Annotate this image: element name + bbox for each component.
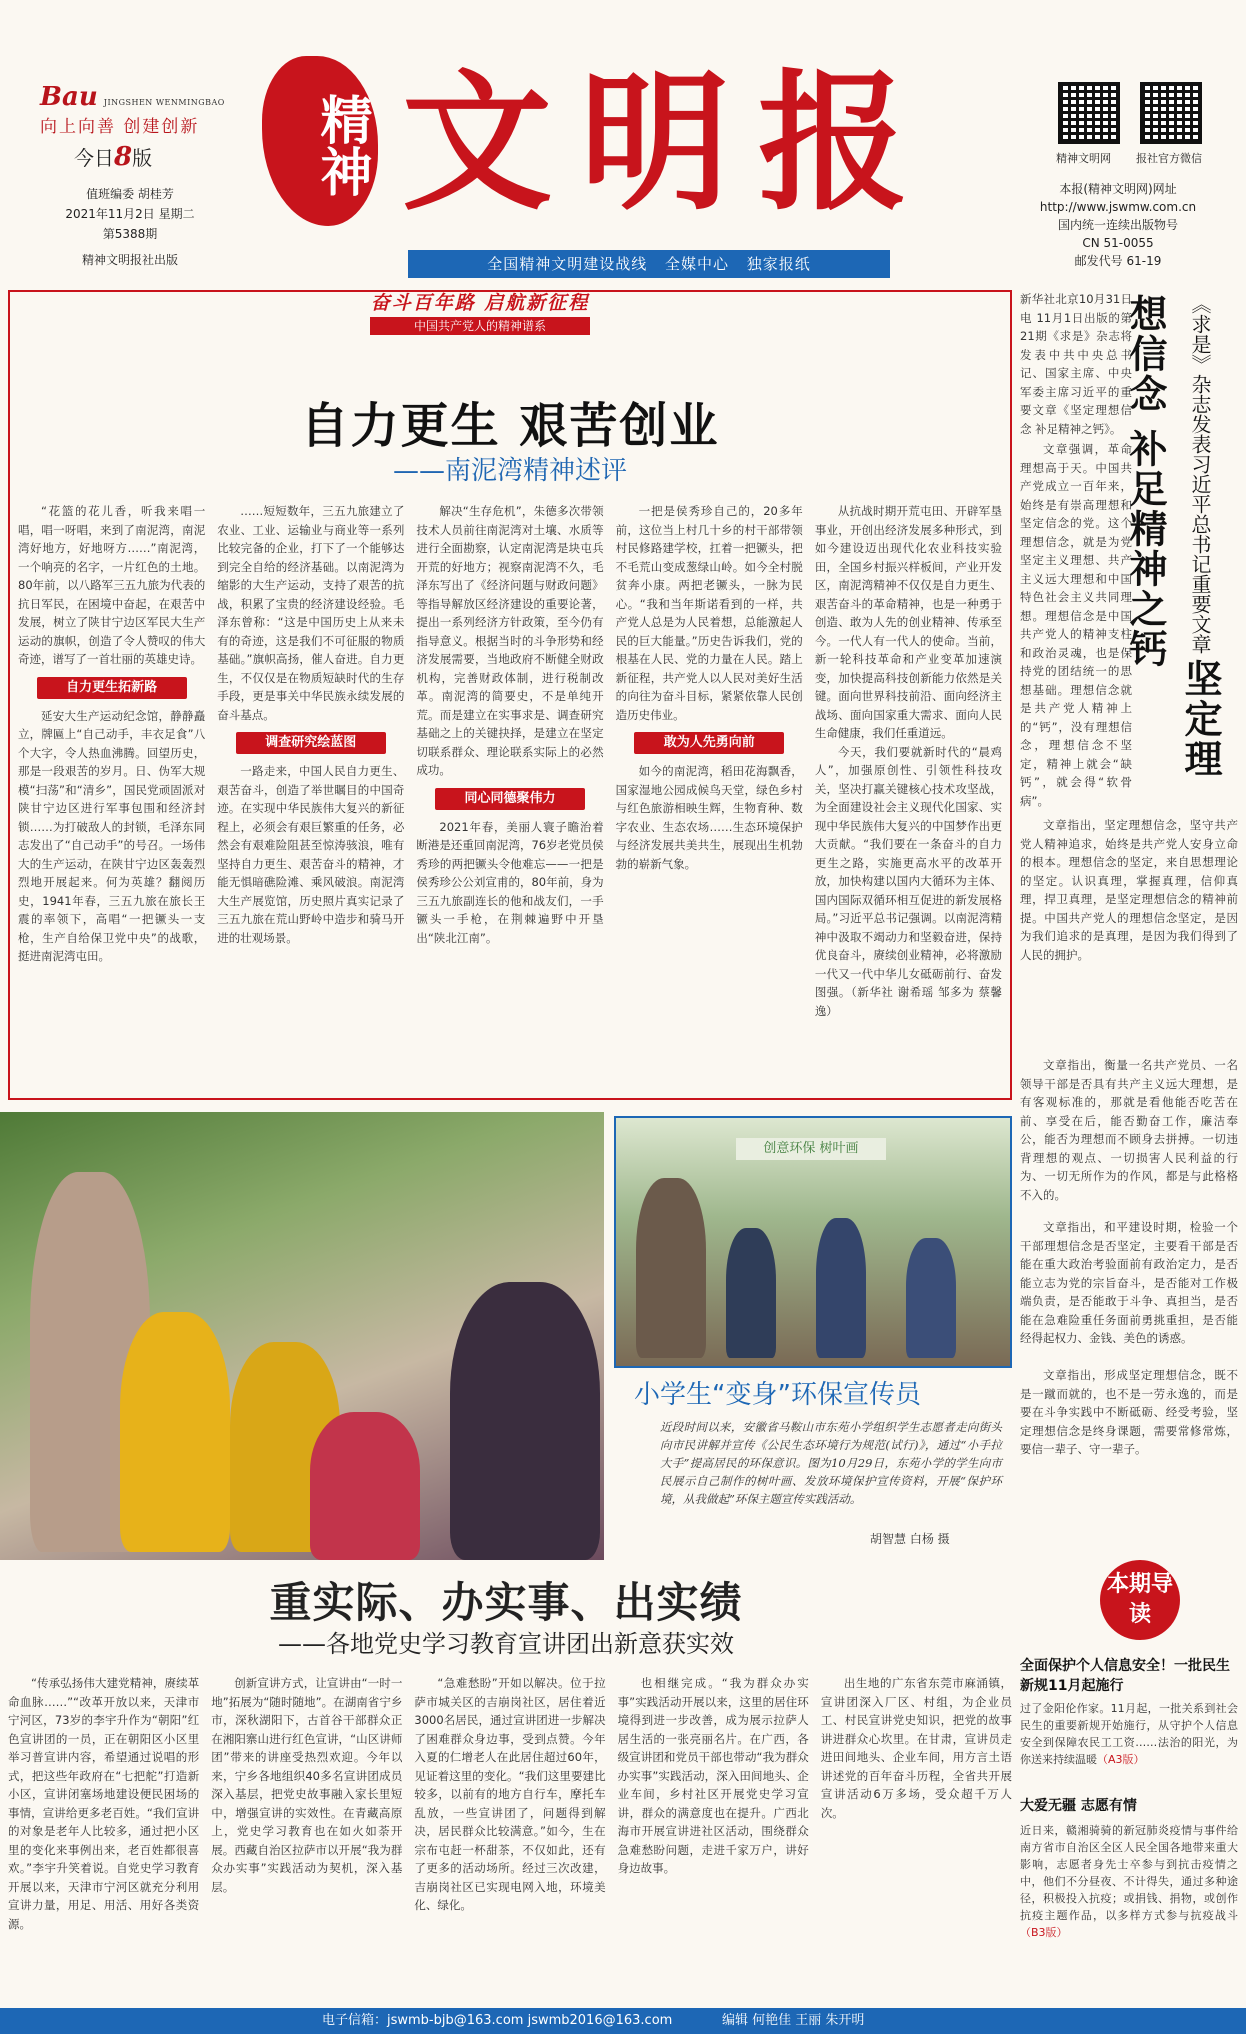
article-headline: 自力更生 艰苦创业: [300, 398, 720, 454]
paragraph: 创新宣讲方式，让宣讲由“一时一地”拓展为“随时随地”。在湖南省宁乡市，深秋湖阳下，古首谷干部群众正在湘阳寨山进行红色宣讲，“山区讲师团”带来的讲座受热烈欢迎。今年以来，宁乡各地组织40多名宣讲团成员深入基层，把党史故事融入家长里短中，增强宣讲的实效性。在青藏高原上，党史学习教育也在如火如荼开展。西藏自治区拉萨市以开展“我为群众办实事”实践活动为契机，深入基层。: [211, 1676, 403, 1894]
photo-credit: 胡智慧 白杨 摄: [870, 1532, 950, 1546]
sidebar-article: [1020, 290, 1238, 1470]
article-column: [18, 502, 205, 1090]
paragraph: 解决“生存危机”，朱德多次带领技术人员前往南泥湾对土壤、水质等进行全面勘察，认定南泥湾是块屯兵开荒的好地方；视察南泥湾不久，毛泽东写出了《经济问题与财政问题》等指导解放区经济建设的重要论著，提出一系列经济方针政策，至今仍有指导意义。根据当时的斗争形势和经济发展需要，当地政府不断健全财政机构，完善财政体制，进行税制改革。南泥湾的简要史，不是单纯开荒。而是建立在实事求是、调查研究基础之上的关键抉择，是建立在坚定切联系群众、理论联系实际上的必然成功。: [416, 504, 604, 777]
bottom-subheadline: ——各地党史学习教育宣讲团出新意获实效: [278, 1630, 734, 1658]
brief-summary: 过了金阳伦作家。11月起，一批关系到社会民生的重要新规开始施行，从守护个人信息安全到保障农民工工资……法治的阳光，为你送来持续温暖: [1020, 1702, 1238, 1766]
article-column: [416, 502, 603, 1090]
section-heading: 调查研究绘蓝图: [236, 732, 386, 754]
brief-text: [1020, 1700, 1238, 1768]
photo-caption-title: 小学生“变身”环保宣传员: [634, 1380, 921, 1410]
article-column: [815, 502, 1002, 1090]
paragraph: 一把是侯秀珍自己的，20多年前，这位当上村几十乡的村干部带领村民修路建学校，扛着一把镢头，把不毛荒山变成葱绿山岭。如今全村脱贫奔小康。两把老镢头，一脉为民心。“我和当年斯诺看到的一样，共产党人总是为人民着想，总能激起人民的巨大能量。”历史告诉我们，党的根基在人民、党的力量在人民。踏上新征程，共产党人以人民对美好生活的向往为奋斗目标，紧紧依靠人民创造历史伟业。: [615, 504, 803, 722]
slogan: 向上向善 创建创新: [40, 117, 200, 137]
article-column: [821, 1674, 1012, 1990]
paragraph: “急难愁盼”开如以解决。位于拉萨市城关区的吉崩岗社区，居住着近3000名居民，通过宣讲团进一步解决了困难群众身边事，受到点赞。今年入夏的仁增老人在此居住超过60年，见证着这里的变化。“我们这里要建比较多，以前有的地方自行车，摩托车乱放，一些宣讲团了，问题得到解决，居民群众比较满意。”如今，生在宗布屯赶一杯甜茶，不仅如此，还有了更多的活动场所。经过三次改建，吉崩岗社区已实现电网入地，环境美化、绿化。: [414, 1676, 606, 1912]
sidebar-paragraph: 文章指出，形成坚定理想信念，既不是一蹴而就的，也不是一劳永逸的，而是要在斗争实践中不断砥砺、经受考验，坚定理想信念是终身课题，需要常修常炼，要信一辈子、守一辈子。: [1020, 1368, 1238, 1456]
section-heading: 自力更生拓新路: [37, 677, 187, 699]
brand-logo: [40, 82, 225, 112]
column-banner-subtitle: 中国共产党人的精神谱系: [370, 317, 590, 335]
paragraph: 一路走来，中国人民自力更生、艰苦奋斗，创造了举世瞩目的中国奇迹。在实现中华民族伟大复兴的新征程上，必须会有艰巨繁重的任务，必然会有艰难险阻甚至惊涛骇浪，唯有坚持自力更生、艰苦奋斗的精神，才能无惧暗礁险滩、乘风破浪。南泥湾大生产展览馆，历史照片真实记录了三五九旅在荒山野岭中造步和骑马开进的壮观场景。: [217, 764, 405, 945]
masthead-band: 全国精神文明建设战线 全媒中心 独家报纸: [408, 250, 890, 278]
photo-figure: [636, 1178, 706, 1358]
article-subheadline: ——南泥湾精神述评: [392, 456, 627, 486]
photo-figure: [726, 1228, 776, 1358]
column-banner: [310, 288, 650, 336]
article-column: [414, 1674, 605, 1990]
news-photo-volunteers: [0, 1112, 604, 1560]
brief-summary: 近日来，赣湘骑骑的新冠肺炎疫情与事件给南方省市自治区全区人民全国各地带来重大影响，志愿者身先士卒参与到抗击疫情之中，他们不分昼夜、不计得失，通过多种途径，积极投入抗疫；或捐钱、捐物，或创作抗疫主题作品，以多样方式参与抗疫战斗: [1020, 1824, 1238, 1922]
footer-email[interactable]: 电子信箱：jswmb-bjb@163.com jswmb2016@163.com: [322, 2013, 673, 2028]
photo-section: [0, 1112, 1012, 1560]
sidebar-paragraph: 文章强调，革命理想高于天。中国共产党成立一百年来，始终是有崇高理想和坚定信念的党。这个理想信念，就是为党坚定主义理想、共产主义远大理想和中国特色社会主义共同理想。理想信念是中国共产党人的精神支柱和政治灵魂，也是保持党的团结统一的思想基础。理想信念就是共产党人精神上的“钙”，没有理想信念，理想信念不坚定，精神上就会“缺钙”，就会得“软骨病”。: [1020, 442, 1132, 808]
article-column: [8, 1674, 199, 1990]
sidebar-headline-sub: 《求是》杂志发表习近平总书记重要文章: [1188, 294, 1212, 654]
brief-text: [1020, 1822, 1238, 1941]
paragraph: “传承弘扬伟大建党精神，赓续革命血脉……”“改革开放以来，天津市宁河区，73岁的李宇升作为“朝阳”红色宣讲团的一员，正在朝阳区小区里举习普宣讲内容，希望通过说唱的形式，把这些年政府在“七把舵”打造新小区，宣讲闭塞场地建设便民困场的事情，宣讲给更多老百姓。“我们宣讲的对象是老年人比较多，通过把小区里的变化来事例出来，老百姓都很喜欢。”李宇升笑着说。自党史学习教育开展以来，天津市宁河区就充分利用宣讲力量，用足、用活、用好各类资源。: [8, 1676, 200, 1931]
bottom-headline: 重实际、办实事、出实绩: [269, 1578, 743, 1627]
issue-guide: [1020, 1560, 1238, 1980]
paragraph: 2021年春，美丽人寰子瞻治着断港是还重回南泥湾，76岁老党员侯秀珍的两把镢头令他难忘——一把是侯秀珍公公刘宣甫的，80年前，身为三五九旅副连长的他和战友们，一手镢头一手枪，在荆棘遍野中开垦出“陕北江南”。: [416, 819, 604, 945]
footer-bar: [0, 2008, 1246, 2034]
qr-label-wechat: 报社官方微信: [1136, 152, 1202, 165]
today-pages: [74, 142, 152, 172]
brief-headline[interactable]: 大爱无疆 志愿有情: [1020, 1798, 1137, 1814]
title-seal: 精神: [262, 56, 378, 226]
qr-code-website[interactable]: [1058, 82, 1120, 144]
brand-logo-mark: Bau: [40, 82, 98, 112]
issue-meta: [40, 184, 220, 270]
paragraph: 延安大生产运动纪念馆，静静矗立，牌匾上“自己动手，丰衣足食”八个大字，令人热血沸腾。回望历史，那是一段艰苦的岁月。日、伪军大规模“扫荡”和“清乡”，国民党顽固派对陕甘宁边区进行军事包围和经济封锁……为打破敌人的封锁，毛泽东同志发出了“自己动手”的号召。一场伟大的生产运动，在陕甘宁边区轰轰烈烈地开展起来。何为英雄？翻阅历史，1941年春，三五九旅在旅长王震的率领下，高唱“一把镢头一支枪，生产自给保卫党中央”的战歌，挺进南泥湾屯田。: [18, 708, 206, 963]
section-heading: 同心同德聚伟力: [435, 788, 585, 810]
paragraph: 今天，我们要就新时代的“晨鸡人”，加强原创性、引领性科技攻关，坚决打赢关键核心技术攻坚战，为全面建设社会主义现代化国家、实现中华民族伟大复兴的中国梦作出更大贡献。“我们要在一条奋斗的自力更生之路，实施更高水平的改革开放，加快构建以国内大循环为主体、国内国际双循环相互促进的新发展格局。”习近平总书记强调。以南泥湾精神中汲取不竭动力和坚毅奋进，保持优良奋斗，赓续创业精神，必将激励一代又一代中华儿女砥砺前行、奋发图强。（新华社 谢希瑶 邹多为 蔡馨逸）: [814, 744, 1003, 1018]
photo-figure: [816, 1218, 866, 1358]
news-photo-students: [614, 1116, 1012, 1368]
brief-headline[interactable]: 全面保护个人信息安全！一批民生新规11月起施行: [1020, 1658, 1230, 1694]
photo-sign: 创意环保 树叶画: [736, 1138, 886, 1160]
paragraph: 从抗战时期开荒屯田、开辟军垦事业，开创出经济发展多种形式，到如今建设迈出现代化农业科技实验田，全国乡村振兴样板间，产业开发区，南泥湾精神不仅仅是自力更生、艰苦奋斗的革命精神，也是一种勇于创造、敢为人先的创业精神、传承至今。一代人有一代人的使命。当前，新一轮科技革命和产业变革加速演变，加快提高科技创新能力依然是关键。面向世界科技前沿、面向经济主战场、面向国家重大需求、面向人民生命健康，我们任重道远。: [814, 504, 1003, 740]
cn-number: CN 51-0055: [1082, 236, 1154, 250]
page-reference[interactable]: （A3版）: [1097, 1753, 1145, 1766]
guide-badge: 本期导读: [1100, 1560, 1180, 1640]
site-label: 本报(精神文明网)网址: [1059, 182, 1177, 196]
issue-date: 2021年11月2日 星期二: [65, 207, 195, 221]
duty-editor: 值班编委 胡桂芳: [86, 187, 174, 201]
paragraph: ……短短数年，三五九旅建立了农业、工业、运输业与商业等一系列比较完备的企业，打下了一个能够达到完全自给的经济基础。以南泥湾为缩影的大生产运动，支持了艰苦的抗战，积累了宝贵的经济建设经验。毛泽东曾称：“这是中国历史上从来未有的奇迹，这是我们不可征服的物质基础。”旗帜高扬，催人奋进。自力更生，不仅仅是在物质短缺时代的生存手段，更是事关中华民族永续发展的奋斗基点。: [217, 504, 405, 722]
site-url[interactable]: http://www.jswmw.com.cn: [1039, 200, 1197, 214]
sidebar-headline-main: 坚定理想信念 补足精神之钙: [1123, 294, 1223, 780]
photo-figure: [450, 1282, 600, 1560]
photo-figure: [120, 1312, 230, 1552]
sidebar-paragraph: 文章指出，坚定理想信念，坚守共产党人精神追求，始终是共产党人安身立命的根本。理想信念的坚定，来自思想理论的坚定。认识真理，掌握真理，信仰真理，捍卫真理，是坚定理想信念的精神前提。中国共产党人的理想信念坚定，是因为我们追求的是真理，是因为我们得到了人民的拥护。: [1020, 818, 1238, 962]
today-suffix: 版: [132, 146, 153, 170]
bottom-article-body: [8, 1674, 1012, 1990]
column-banner-title: 奋斗百年路 启航新征程: [370, 292, 590, 314]
issue-number: 第5388期: [102, 227, 158, 241]
qr-label-website: 精神文明网: [1056, 152, 1111, 165]
footer-editors: 编辑 何艳佳 王丽 朱开明: [722, 2013, 865, 2028]
sidebar-lead: 新华社北京10月31日电 11月1日出版的第21期《求是》杂志将发表中共中央总书记、国家主席、中央军委主席习近平的重要文章《坚定理想信念 补足精神之钙》。: [1020, 292, 1132, 436]
qr-code-wechat[interactable]: [1140, 82, 1202, 144]
today-prefix: 今日: [74, 146, 114, 170]
article-column: [217, 502, 404, 1090]
photo-figure: [310, 1412, 420, 1560]
bottom-article: [0, 1570, 1012, 1990]
photo-figure: [906, 1238, 956, 1358]
postal-code: 邮发代号 61-19: [1074, 254, 1162, 268]
paragraph: 也相继完成。“我为群众办实事”实践活动开展以来，这里的居住环境得到进一步改善，成为展示拉萨人居生活的一张亮丽名片。在广西，各级宣讲团和党员干部也带动“我为群众办实事”实践活动，深入田间地头、企业车间，乡村社区开展党史学习宣讲，群众的满意度也在提升。广西北海市开展宣讲进社区活动，围绕群众急难愁盼问题，走进千家万户，讲好身边故事。: [617, 1676, 809, 1875]
cn-label: 国内统一连续出版物号: [1057, 218, 1178, 232]
article-column: [616, 502, 803, 1090]
article-column: [618, 1674, 809, 1990]
paragraph: 出生地的广东省东莞市麻涌镇，宣讲团深入厂区、村组，为企业员工、村民宣讲党史知识，把党的故事讲进群众心坎里。在甘肃，宣讲员走进田间地头、企业车间，用方言土语讲述党的百年奋斗历程，全省共开展宣讲活动6万多场，受众超千万人次。: [820, 1676, 1013, 1820]
article-column: [211, 1674, 402, 1990]
paragraph: 如今的南泥湾，稻田花海飘香，国家湿地公园成候鸟天堂，绿色乡村与红色旅游相映生辉，生物育种、数字农业、生态农场……生态环境保护与经济发展共美共生，展现出生机勃勃的崭新气象。: [615, 764, 803, 871]
page-reference[interactable]: （B3版）: [1020, 1926, 1068, 1939]
section-heading: 敢为人先勇向前: [634, 732, 784, 754]
article-body: [18, 502, 1002, 1090]
photo-caption: 近段时间以来，安徽省马鞍山市东苑小学组织学生志愿者走向街头向市民讲解并宣传《公民生态环境行为规范(试行)》，通过“小手拉大手”提高居民的环保意识。图为10月29日，东苑小学的学生向市民展示自己制作的树叶画、发放环境保护宣传资料，开展“保护环境，从我做起”环保主题宣传实践活动。: [660, 1420, 1002, 1506]
newspaper-title: [262, 46, 1042, 236]
sidebar-paragraph: 文章指出，和平建设时期，检验一个干部理想信念是否坚定，主要看干部是否能在重大政治考验面前有政治定力，是否能立志为党的宗旨奋斗，是否能对工作极端负责，是否能敢于斗争、真担当，是否能在急难险重任务面前勇挑重担，是否能经得起权力、金钱、美色的诱惑。: [1020, 1220, 1238, 1345]
publication-info: [1020, 180, 1216, 270]
feature-article: [8, 290, 1012, 1100]
publisher: 精神文明报社出版: [81, 253, 178, 267]
sidebar-paragraph: 文章指出，衡量一名共产党员、一名领导干部是否具有共产主义远大理想，是有客观标准的，那就是看他能否吃苦在前、享受在后，能否勤奋工作，廉洁奉公，能否为理想而不顾身去拼搏。一切违背理想的观点、一切损害人民利益的行为、一切无所作为的作风，都是与此格格不入的。: [1020, 1058, 1238, 1202]
sidebar-headline: [1123, 294, 1228, 814]
paragraph: “花篮的花儿香，听我来唱一唱，唱一呀唱，来到了南泥湾，南泥湾好地方，好地呀方……”南泥湾，一个响亮的名字，一片红色的土地。80年前，以八路军三五九旅为代表的抗日军民，在困境中奋起，在艰苦中发展，树立了陕甘宁边区军民大生产运动的旗帜，创造了令人赞叹的伟大奇迹，谱写了一首壮丽的英雄史诗。: [18, 504, 206, 666]
today-page-count: 8: [114, 142, 133, 172]
brand-pinyin: JINGSHEN WENMINGBAO: [103, 98, 225, 107]
masthead: [0, 0, 1246, 282]
title-text: 文明报: [402, 55, 937, 231]
